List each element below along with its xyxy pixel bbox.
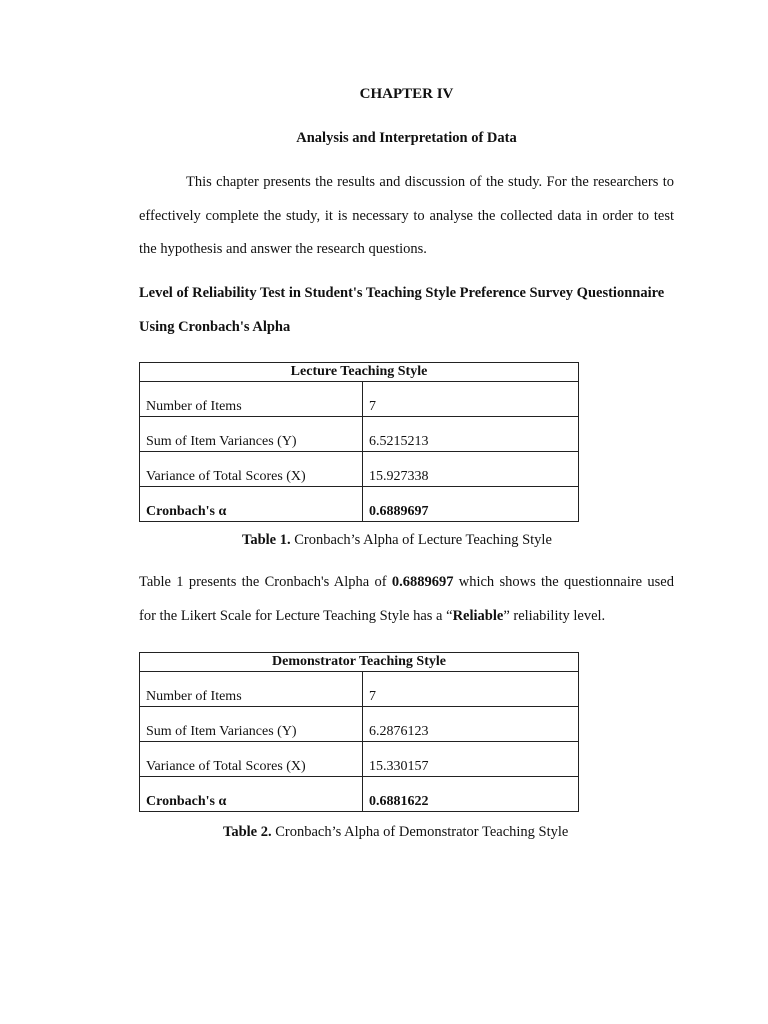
row-label: Cronbach's α — [140, 487, 363, 522]
interp-part-2: which shows the questionnaire used for the Likert Scale for Lecture Teaching Style has a “ — [139, 574, 674, 624]
interp-level: Reliable — [452, 607, 504, 624]
intro-paragraph: This chapter presents the results and discussion of the study. For the researchers to effectively complete the study, it is necessary to analyse the collected data in order to test the hypothesis and answer the research questions. — [139, 174, 674, 257]
row-label: Sum of Item Variances (Y) — [140, 707, 363, 742]
caption-tag: Table 2. — [223, 824, 272, 840]
table-row — [140, 382, 579, 417]
interp-value: 0.6889697 — [391, 574, 454, 590]
interp-part-3: ” reliability level. — [503, 607, 606, 624]
row-label: Number of Items — [140, 382, 363, 417]
chapter-subtitle: Analysis and Interpretation of Data — [296, 130, 517, 146]
table-row — [140, 707, 579, 742]
table-row — [140, 672, 579, 707]
table-title: Lecture Teaching Style — [140, 363, 579, 382]
interp-part-1: Table 1 presents the Cronbach's Alpha of — [139, 574, 392, 590]
row-value: 7 — [363, 382, 579, 417]
table-row — [140, 777, 579, 812]
row-value: 7 — [363, 672, 579, 707]
table-row — [140, 487, 579, 522]
chapter-title: CHAPTER IV — [359, 86, 454, 102]
row-label: Number of Items — [140, 672, 363, 707]
caption-tag: Table 1. — [242, 532, 291, 548]
section-heading: Level of Reliability Test in Student's Teaching Style Preference Survey Questionnaire Using Cronbach's Alpha — [139, 285, 665, 335]
row-value: 6.5215213 — [363, 417, 579, 452]
row-value: 0.6881622 — [363, 777, 579, 812]
row-value: 15.330157 — [363, 742, 579, 777]
row-value: 0.6889697 — [363, 487, 579, 522]
row-label: Variance of Total Scores (X) — [140, 452, 363, 487]
interpretation-paragraph — [139, 566, 674, 633]
lecture-reliability-table — [139, 362, 579, 522]
row-label: Variance of Total Scores (X) — [140, 742, 363, 777]
caption-text: Cronbach’s Alpha of Demonstrator Teaching Style — [271, 824, 569, 840]
table-title: Demonstrator Teaching Style — [140, 653, 579, 672]
table-row — [140, 452, 579, 487]
table-row — [140, 417, 579, 452]
row-value: 6.2876123 — [363, 707, 579, 742]
demonstrator-reliability-table — [139, 652, 579, 812]
row-value: 15.927338 — [363, 452, 579, 487]
row-label: Sum of Item Variances (Y) — [140, 417, 363, 452]
table-1-caption — [242, 532, 674, 549]
table-row — [140, 742, 579, 777]
caption-text: Cronbach’s Alpha of Lecture Teaching Style — [290, 532, 552, 548]
table-2-caption — [223, 824, 674, 841]
row-label: Cronbach's α — [140, 777, 363, 812]
